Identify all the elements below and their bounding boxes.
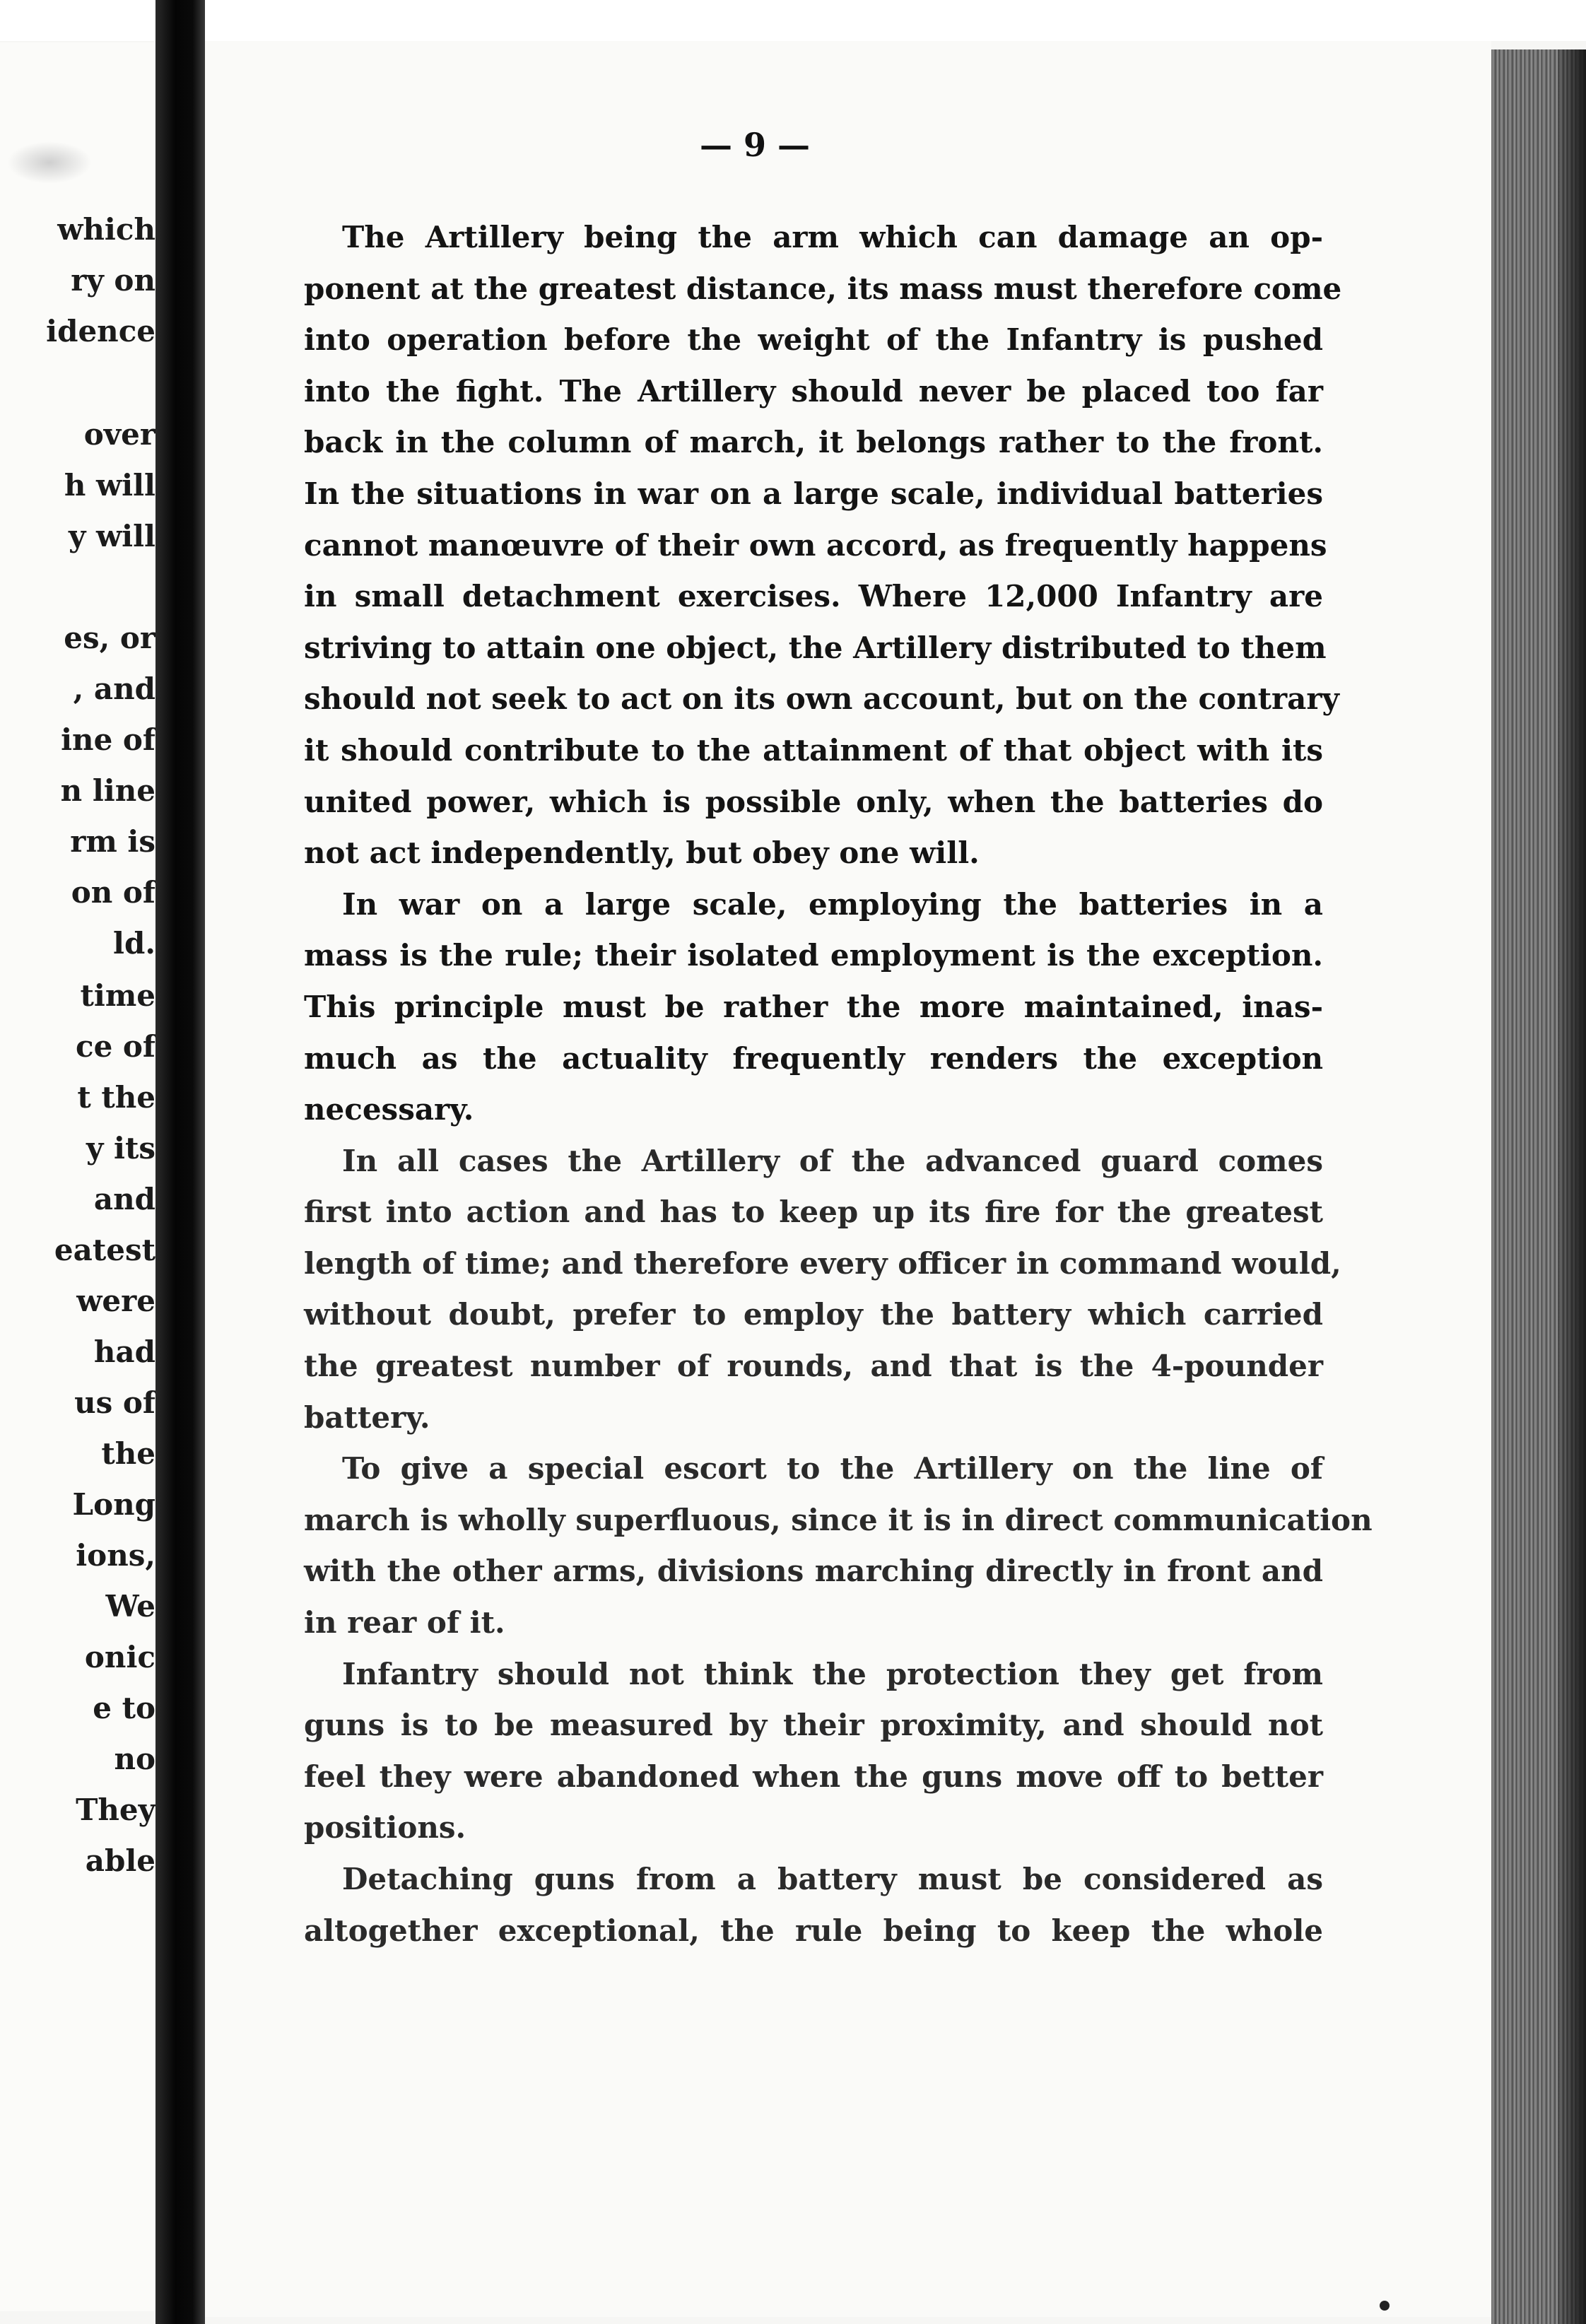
left-page-line: had xyxy=(93,1334,155,1369)
left-page-line: us of xyxy=(74,1385,155,1420)
left-page-line: es, or xyxy=(64,621,155,655)
left-page-line: the xyxy=(101,1436,155,1471)
text-line: feel they were abandoned when the guns move off to better xyxy=(304,1759,1323,1794)
text-line: length of time; and therefore every officer in command would, xyxy=(304,1245,1341,1281)
book-gutter xyxy=(155,0,205,2324)
left-page-line: and xyxy=(93,1182,155,1216)
text-line: without doubt, prefer to employ the battery which carried xyxy=(304,1297,1323,1332)
left-page-line: ine of xyxy=(61,722,155,757)
left-page-line: y its xyxy=(86,1131,155,1166)
text-line: united power, which is possible only, when the batteries do xyxy=(304,784,1323,819)
text-line: In all cases the Artillery of the advanced guard comes xyxy=(342,1143,1323,1178)
left-page-line: over xyxy=(83,417,155,452)
body-text xyxy=(304,212,1373,1956)
left-page-line: eatest xyxy=(54,1233,155,1267)
left-page-line: time xyxy=(80,978,155,1013)
left-page-line: on of xyxy=(71,875,155,910)
left-page-line: We xyxy=(105,1589,155,1624)
text-line: The Artillery being the arm which can damage an op- xyxy=(342,220,1323,254)
left-page-line: Long xyxy=(72,1487,155,1522)
left-page-line: , and xyxy=(73,671,155,706)
text-line: guns is to be measured by their proximity, and should not xyxy=(304,1708,1323,1743)
text-line: ponent at the greatest distance, its mass must therefore come xyxy=(304,271,1342,306)
left-page-line: were xyxy=(76,1284,155,1318)
text-line: battery. xyxy=(304,1399,430,1435)
text-line: striving to attain one object, the Artillery distributed to them xyxy=(304,630,1327,665)
text-line: first into action and has to keep up its fire for the greatest xyxy=(304,1195,1323,1230)
text-line: In the situations in war on a large scale, individual batteries xyxy=(304,476,1323,511)
text-line: Infantry should not think the protection they get from xyxy=(342,1656,1323,1691)
left-page-line: onic xyxy=(84,1640,155,1674)
text-line: the greatest number of rounds, and that is the 4-pounder xyxy=(304,1349,1323,1384)
page-edge-stack xyxy=(1491,49,1586,2324)
text-line: In war on a large scale, employing the batteries in a xyxy=(342,886,1323,922)
left-page-line: rm is xyxy=(70,824,155,859)
text-line: altogether exceptional, the rule being to keep the whole xyxy=(304,1913,1323,1948)
left-page-line: h will xyxy=(64,468,155,503)
scan-top-margin xyxy=(0,0,1586,41)
text-line: should not seek to act on its own account, but on the contrary xyxy=(304,681,1339,717)
left-page-line: ions, xyxy=(76,1538,155,1573)
text-line: into operation before the weight of the Infantry is pushed xyxy=(304,322,1323,358)
text-line: march is wholly superfluous, since it is in direct communication xyxy=(304,1502,1373,1537)
text-line: in rear of it. xyxy=(304,1605,505,1641)
text-line: in small detachment exercises. Where 12,000 Infantry are xyxy=(304,579,1323,614)
left-page-line: They xyxy=(76,1792,155,1827)
ink-smudge xyxy=(7,141,92,184)
text-line: much as the actuality frequently renders the exception xyxy=(304,1040,1323,1076)
left-page-line: ce of xyxy=(76,1029,155,1064)
text-line: not act independently, but obey one will. xyxy=(304,835,980,871)
left-page-line: ry on xyxy=(71,263,155,298)
text-line: This principle must be rather the more maintained, inas- xyxy=(304,989,1323,1024)
text-line: To give a special escort to the Artillery on the line of xyxy=(342,1451,1323,1486)
left-page-line: e to xyxy=(93,1691,155,1725)
text-line: mass is the rule; their isolated employment is the exception. xyxy=(304,938,1323,973)
left-page-line: which xyxy=(57,212,155,247)
text-line: into the fight. The Artillery should never be placed too far xyxy=(304,373,1323,409)
left-facing-page xyxy=(0,42,155,2311)
left-page-line: y will xyxy=(68,519,155,553)
text-line: it should contribute to the attainment of that object with its xyxy=(304,732,1323,768)
left-page-line: able xyxy=(85,1843,155,1878)
page-number: — 9 — xyxy=(700,126,811,164)
text-line: necessary. xyxy=(304,1092,474,1127)
text-line: Detaching guns from a battery must be considered as xyxy=(342,1862,1323,1896)
text-line: cannot manœuvre of their own accord, as frequently happens xyxy=(304,527,1327,563)
text-line: with the other arms, divisions marching directly in front and xyxy=(304,1554,1323,1589)
text-line: back in the column of march, it belongs rather to the front. xyxy=(304,425,1323,460)
text-line: positions. xyxy=(304,1810,466,1845)
scan-speck xyxy=(1380,2301,1390,2311)
left-page-line: idence xyxy=(46,314,155,348)
left-page-line: t the xyxy=(77,1080,155,1115)
left-page-line: ld. xyxy=(113,926,155,961)
left-page-line: no xyxy=(114,1742,155,1776)
left-page-line: n line xyxy=(60,773,155,808)
